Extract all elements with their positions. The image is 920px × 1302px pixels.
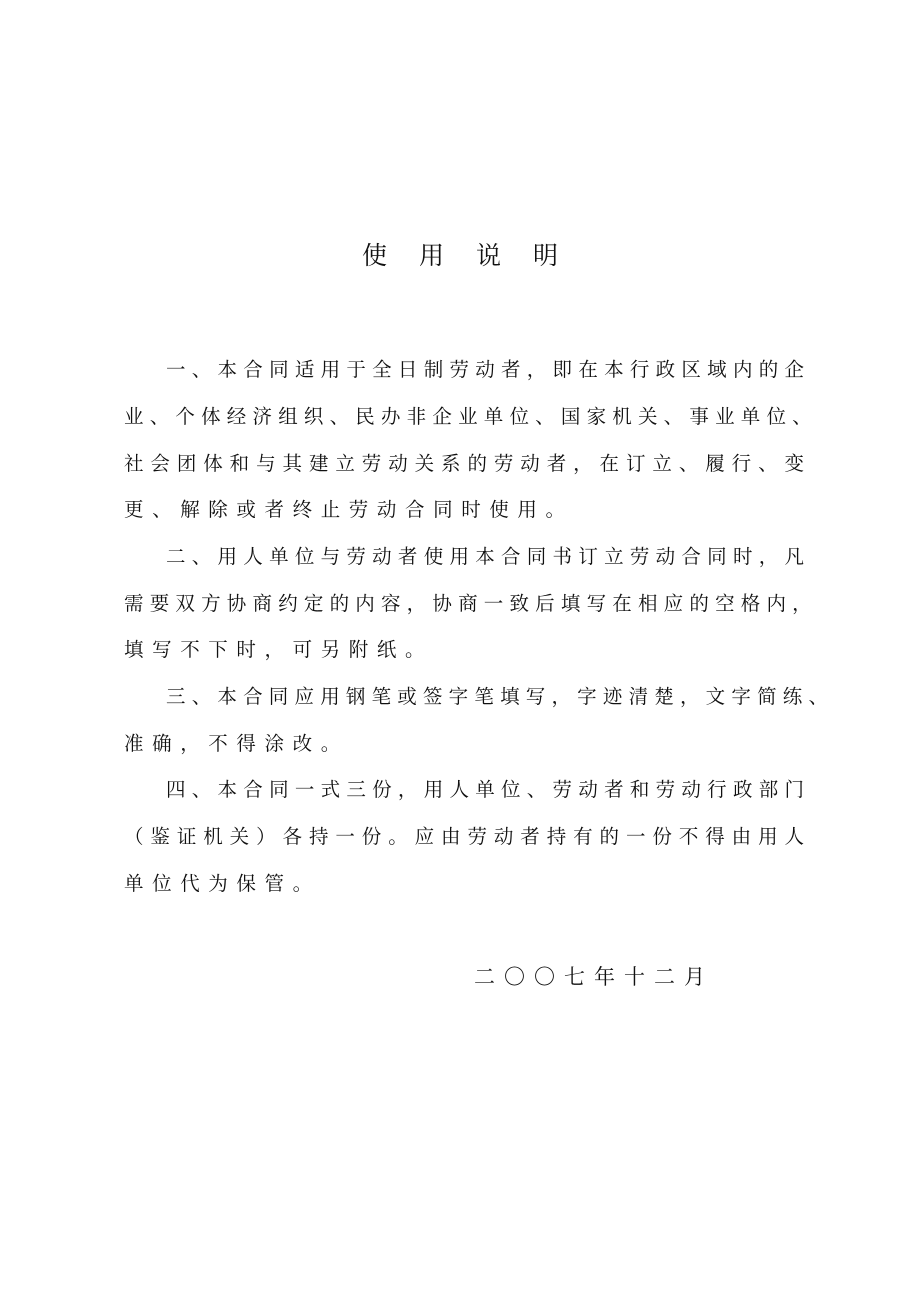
paragraph-line: 准确，不得涂改。	[124, 732, 349, 755]
paragraph-line: （ 鉴 证 机 关 ） 各 持 一 份 。 应 由 劳 动 者 持 有 的 一 份 不 得 由 用 人	[124, 825, 804, 848]
paragraph-line: 业 、 个 体 经 济 组 织 、 民 办 非 企 业 单 位 、 国 家 机 关 、 事 业 单 位 、	[124, 405, 812, 428]
paragraph-line: 一 、 本 合 同 适 用 于 全 日 制 劳 动 者 ， 即 在 本 行 政 区 域 内 的 企	[166, 358, 804, 381]
paragraph-line: 社 会 团 体 和 与 其 建 立 劳 动 关 系 的 劳 动 者 ， 在 订 立 、 履 行 、 变	[124, 452, 804, 475]
paragraph-line: 三 、 本 合 同 应 用 钢 笔 或 签 字 笔 填 写 ， 字 迹 清 楚 ， 文 字 简 练 、	[166, 685, 828, 708]
paragraph-line: 填写不下时，可另附纸。	[124, 638, 434, 661]
paragraph-line: 二 、 用 人 单 位 与 劳 动 者 使 用 本 合 同 书 订 立 劳 动 合 同 时 ， 凡	[166, 545, 804, 568]
page-title: 使用说明	[361, 241, 590, 270]
paragraph-line: 四 、 本 合 同 一 式 三 份 ， 用 人 单 位 、 劳 动 者 和 劳 动 行 政 部 门	[166, 778, 804, 801]
document-date: 二〇〇七年十二月	[474, 965, 714, 989]
paragraph-line: 单位代为保管。	[124, 872, 321, 895]
paragraph-line: 更、解除或者终止劳动合同时使用。	[124, 498, 574, 521]
paragraph-line: 需 要 双 方 协 商 约 定 的 内 容 ， 协 商 一 致 后 填 写 在 相 应 的 空 格 内 ，	[124, 592, 812, 615]
